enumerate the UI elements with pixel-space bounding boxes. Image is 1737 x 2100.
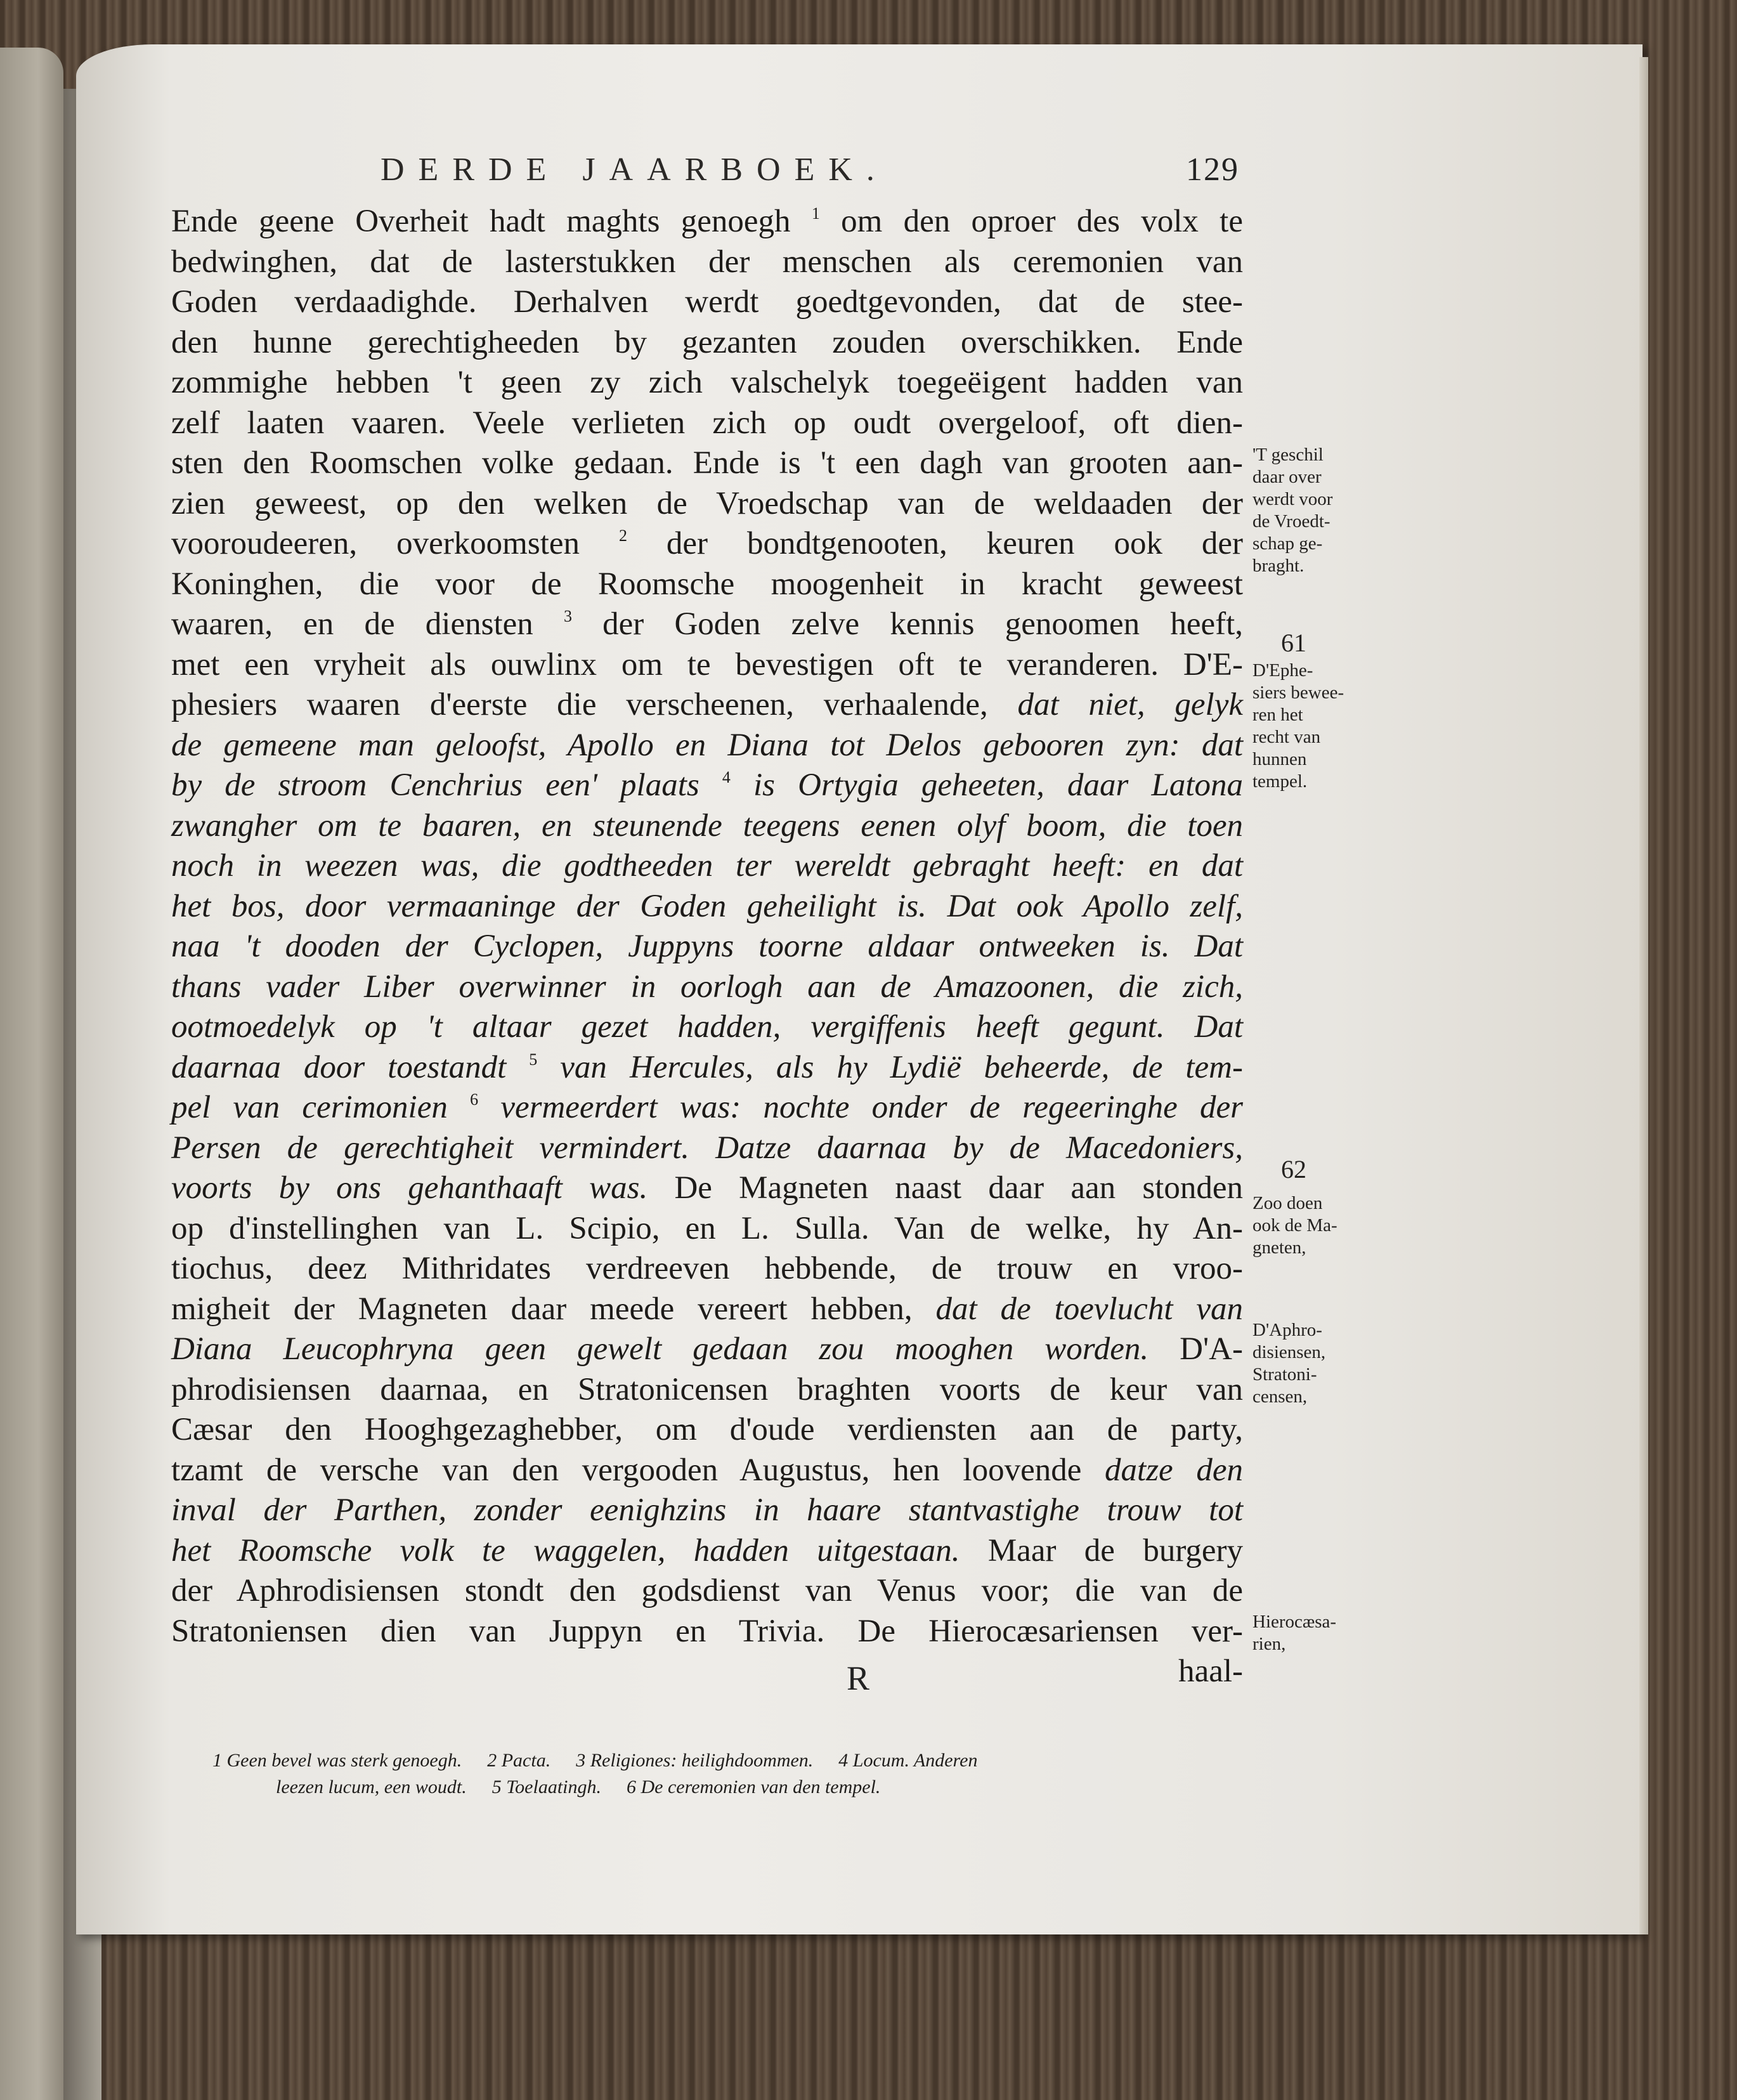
text-segment: der Goden zelve kennis genoomen heeft, <box>571 606 1243 642</box>
text-line <box>171 887 1243 927</box>
text-segment: bedwinghen, dat de lasterstukken der menschen als ceremonien van <box>171 244 1243 280</box>
text-segment: dat niet, gelyk <box>1017 687 1243 722</box>
running-head: DERDE JAARBOEK. <box>381 152 888 188</box>
text-segment: sten den Roomschen volke gedaan. Ende is 't een dagh van grooten aan- <box>171 445 1243 481</box>
text-line <box>171 1088 1243 1128</box>
text-line <box>171 1571 1243 1612</box>
footnotes <box>212 1747 1240 1801</box>
text-segment: datze den <box>1105 1452 1243 1488</box>
text-line <box>171 927 1243 967</box>
text-line <box>171 1007 1243 1048</box>
text-segment: inval der Parthen, zonder eenighzins in haare stantvastighe trouw tot <box>171 1492 1243 1528</box>
text-segment: om den oproer des volx te <box>819 204 1243 239</box>
page-number: 129 <box>1186 152 1239 188</box>
text-line <box>171 1209 1243 1249</box>
text-segment: den hunne gerechtigheeden by gezanten zouden overschikken. Ende <box>171 324 1243 360</box>
text-line <box>171 282 1243 323</box>
text-line <box>171 1329 1243 1370</box>
text-segment: Ende geene Overheit hadt maghts genoegh <box>171 204 812 239</box>
text-segment: Diana Leucophryna geen gewelt gedaan zou mooghen worden. <box>171 1331 1149 1367</box>
text-line <box>171 1612 1243 1652</box>
text-line <box>171 443 1243 484</box>
text-line <box>171 806 1243 847</box>
previous-page-edge <box>0 48 63 2100</box>
text-segment: phesiers waaren d'eerste die verscheenen, verhaalende, <box>171 687 1018 722</box>
margin-note-line: Hierocæsa- <box>1252 1612 1337 1632</box>
text-segment: der bondtgenooten, keuren ook der <box>627 526 1243 561</box>
margin-note-line: siers bewee- <box>1252 682 1344 703</box>
margin-note-line: schap ge- <box>1252 533 1323 554</box>
footnote-ref: 3 <box>563 607 572 625</box>
text-line <box>171 1370 1243 1411</box>
text-line <box>171 323 1243 363</box>
text-segment: dat de toevlucht van <box>935 1291 1244 1327</box>
text-segment: het Roomsche volk te waggelen, hadden uitgestaan. <box>171 1532 960 1568</box>
text-segment: ootmoedelyk op 't altaar gezet hadden, vergiffenis heeft gegunt. Dat <box>171 1009 1243 1045</box>
text-segment: Koninghen, die voor de Roomsche moogenheit in kracht geweest <box>171 566 1243 602</box>
text-segment: zommighe hebben 't geen zy zich valschelyk toegeëigent hadden van <box>171 365 1243 400</box>
footnote: leezen lucum, een woudt. <box>276 1777 467 1797</box>
text-segment: met een vryheit als ouwlinx om te bevestigen oft te veranderen. D'E- <box>171 646 1243 682</box>
text-line <box>171 967 1243 1008</box>
text-segment: vooroudeeren, overkoomsten <box>171 526 619 561</box>
text-line <box>171 524 1243 564</box>
footnote: 3 Religiones: heilighdoommen. <box>576 1750 814 1771</box>
text-line <box>171 1168 1243 1209</box>
margin-note-line: recht van <box>1252 727 1321 747</box>
text-segment: Persen de gerechtigheit vermindert. Datze daarnaa by de Macedoniers, <box>171 1130 1243 1166</box>
margin-note-line: hunnen <box>1252 749 1307 769</box>
text-segment: daarnaa door toestandt <box>171 1049 530 1085</box>
text-segment: Stratoniensen dien van Juppyn en Trivia. De Hierocæsariensen ver- <box>171 1613 1243 1649</box>
text-line <box>171 242 1243 283</box>
margin-note-line: werdt voor <box>1252 489 1333 509</box>
footnote: 4 Locum. Anderen <box>838 1750 978 1771</box>
margin-section-number: 62 <box>1281 1155 1306 1184</box>
margin-note <box>1252 444 1332 577</box>
footnote: 6 De ceremonien van den tempel. <box>627 1777 881 1797</box>
text-segment: vermeerdert was: nochte onder de regeeringhe der <box>478 1090 1243 1125</box>
text-segment: noch in weezen was, die godtheeden ter wereldt gebraght heeft: en dat <box>171 848 1243 884</box>
text-segment: zelf laaten vaaren. Veele verlieten zich op oudt overgeloof, oft dien- <box>171 405 1243 441</box>
text-segment: thans vader Liber overwinner in oorlogh aan de Amazoonen, die zich, <box>171 968 1243 1005</box>
text-line <box>171 1048 1243 1088</box>
footnote-row <box>212 1774 1240 1801</box>
text-line <box>171 645 1243 686</box>
footnote-ref: 4 <box>722 768 731 786</box>
text-segment: op d'instellinghen van L. Scipio, en L. Sulla. Van de welke, hy An- <box>171 1210 1243 1246</box>
margin-note <box>1252 1611 1336 1655</box>
margin-note <box>1252 1192 1337 1259</box>
margin-note-line: D'Aphro- <box>1252 1320 1322 1340</box>
text-line <box>171 685 1243 726</box>
text-line <box>171 484 1243 525</box>
margin-note <box>1252 660 1344 793</box>
text-segment: D'A- <box>1148 1331 1243 1367</box>
body-text <box>171 202 1243 1692</box>
footnote: 1 Geen bevel was sterk genoegh. <box>212 1750 462 1771</box>
text-segment: phrodisiensen daarnaa, en Stratonicensen braghten voorts de keur van <box>171 1371 1243 1407</box>
text-segment: Goden verdaadighde. Derhalven werdt goedtgevonden, dat de stee- <box>171 284 1243 320</box>
text-line <box>171 564 1243 605</box>
margin-note-line: gneten, <box>1252 1237 1306 1258</box>
text-segment: Maar de burgery <box>960 1532 1243 1568</box>
signature-mark: R <box>847 1659 870 1697</box>
text-segment: waaren, en de diensten <box>171 606 564 642</box>
margin-section-number: 61 <box>1281 629 1306 657</box>
text-segment: zien geweest, op den welken de Vroedschap van de weldaaden der <box>171 485 1243 521</box>
margin-note-line: rien, <box>1252 1634 1286 1654</box>
text-line <box>171 363 1243 403</box>
text-line <box>171 1249 1243 1289</box>
text-line <box>171 846 1243 887</box>
text-line <box>171 1531 1243 1572</box>
text-line <box>171 1289 1243 1330</box>
margin-note-line: de Vroedt- <box>1252 511 1330 532</box>
text-segment: pel van cerimonien <box>171 1090 471 1125</box>
footnote: 5 Toelaatingh. <box>491 1777 602 1797</box>
text-segment: het bos, door vermaaninge der Goden geheilight is. Dat ook Apollo zelf, <box>171 888 1243 924</box>
text-segment: tiochus, deez Mithridates verdreeven hebbende, de trouw en vroo- <box>171 1251 1243 1286</box>
footnote: 2 Pacta. <box>487 1750 551 1771</box>
margin-note-line: D'Ephe- <box>1252 660 1313 681</box>
text-line <box>171 726 1243 766</box>
margin-note <box>1252 1319 1325 1408</box>
text-segment: voorts by ons gehanthaaft was. <box>171 1170 648 1206</box>
text-segment: zwangher om te baaren, en steunende teegens eenen olyf boom, die toen <box>171 807 1243 844</box>
margin-note-line: ook de Ma- <box>1252 1215 1337 1236</box>
text-segment: De Magneten naast daar aan stonden <box>647 1170 1243 1206</box>
margin-note-line: tempel. <box>1252 771 1308 792</box>
text-segment: tzamt de versche van den vergooden Augustus, hen loovende <box>171 1452 1105 1488</box>
text-segment: migheit der Magneten daar meede vereert hebben, <box>171 1291 936 1327</box>
text-line <box>171 1451 1243 1491</box>
margin-note-line: Zoo doen <box>1252 1193 1323 1213</box>
margin-note-line: censen, <box>1252 1386 1308 1407</box>
text-segment: van Hercules, als hy Lydië beheerde, de tem- <box>537 1049 1244 1085</box>
text-line <box>171 403 1243 444</box>
text-segment: by de stroom Cenchrius een' plaats <box>171 767 722 803</box>
page-stack-edge <box>1639 57 1648 1934</box>
text-line <box>171 202 1243 242</box>
text-line <box>171 766 1243 806</box>
text-segment: de gemeene man geloofst, Apollo en Diana tot Delos gebooren zyn: dat <box>171 727 1243 763</box>
margin-note-line: 'T geschil <box>1252 445 1324 465</box>
margin-note-line: disiensen, <box>1252 1342 1326 1362</box>
footnote-ref: 2 <box>618 526 627 545</box>
footnote-ref: 5 <box>529 1050 538 1069</box>
margin-note-line: daar over <box>1252 467 1322 487</box>
margin-note-line: braght. <box>1252 556 1304 576</box>
text-line <box>171 1128 1243 1169</box>
text-segment: Cæsar den Hooghgezaghebber, om d'oude verdiensten aan de party, <box>171 1412 1243 1447</box>
footnote-row <box>212 1747 1240 1774</box>
footnote-ref: 1 <box>811 204 820 223</box>
footnote-ref: 6 <box>470 1090 479 1109</box>
margin-note-line: Stratoni- <box>1252 1364 1317 1385</box>
text-line <box>171 1490 1243 1531</box>
text-line <box>171 604 1243 645</box>
margin-note-line: ren het <box>1252 705 1303 725</box>
text-line <box>171 1410 1243 1451</box>
text-segment: der Aphrodisiensen stondt den godsdienst van Venus voor; die van de <box>171 1573 1243 1608</box>
catchword <box>171 1652 1243 1692</box>
text-segment: naa 't dooden der Cyclopen, Juppyns toorne aldaar ontweeken is. Dat <box>171 929 1243 964</box>
text-segment: is Ortygia geheeten, daar Latona <box>730 767 1244 803</box>
text-segment: haal- <box>1178 1653 1243 1689</box>
